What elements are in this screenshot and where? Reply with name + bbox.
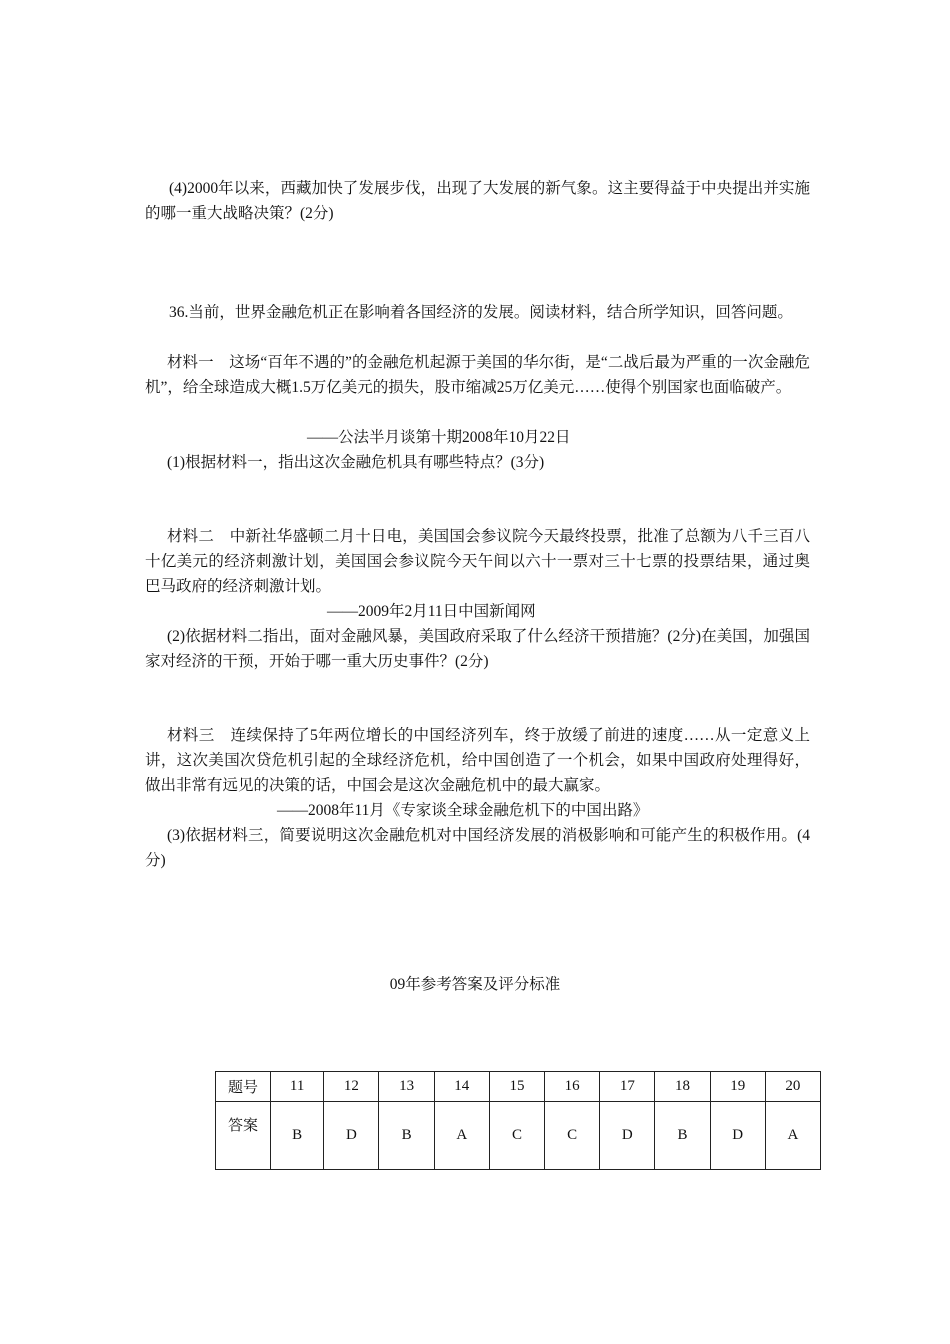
- question-36-part-3: (3)依据材料三，简要说明这次金融危机对中国经济发展的消极影响和可能产生的积极作用。(4分): [145, 827, 810, 869]
- answer-cell: A: [765, 1102, 820, 1170]
- question-number-cell: 14: [434, 1072, 489, 1102]
- question-number-cell: 19: [710, 1072, 765, 1102]
- answer-cell: D: [710, 1102, 765, 1170]
- material-3: 材料三 连续保持了5年两位增长的中国经济列车，终于放缓了前进的速度……从一定意义上讲，这次美国次贷危机引起的全球经济危机，给中国创造了一个机会，如果中国政府处理得好，做出非常有远见的决策的话，中国会是这次金融危机中的最大赢家。: [145, 727, 810, 794]
- answer-key-title: 09年参考答案及评分标准: [389, 976, 561, 993]
- answer-cell: B: [655, 1102, 710, 1170]
- answer-cell: B: [379, 1102, 434, 1170]
- question-number-cell: 20: [765, 1072, 820, 1102]
- answer-cell: D: [324, 1102, 379, 1170]
- answer-cell: D: [600, 1102, 655, 1170]
- question-number-cell: 15: [489, 1072, 544, 1102]
- row-label-answer: 答案: [216, 1102, 271, 1170]
- material-1: 材料一 这场“百年不遇的”的金融危机起源于美国的华尔街，是“二战后最为严重的一次金融危机”，给全球造成大概1.5万亿美元的损失，股市缩减25万亿美元……使得个别国家也面临破产。: [145, 354, 810, 396]
- answer-table: [215, 1071, 821, 1170]
- question-number-cell: 11: [271, 1072, 324, 1102]
- material-2: 材料二 中新社华盛顿二月十日电，美国国会参议院今天最终投票，批准了总额为八千三百八十亿美元的经济刺激计划，美国国会参议院今天午间以六十一票对三十七票的投票结果，通过奥巴马政府的经济刺激计划。: [145, 528, 810, 595]
- row-label-number: 题号: [216, 1072, 271, 1102]
- answer-cell: C: [489, 1102, 544, 1170]
- question-36-intro: 36.当前，世界金融危机正在影响着各国经济的发展。阅读材料，结合所学知识，回答问题。: [169, 304, 793, 321]
- question-number-cell: 17: [600, 1072, 655, 1102]
- answer-table-answer-row: [216, 1102, 821, 1170]
- question-number-cell: 16: [545, 1072, 600, 1102]
- answer-cell: C: [545, 1102, 600, 1170]
- question-35-part-4: (4)2000年以来，西藏加快了发展步伐，出现了大发展的新气象。这主要得益于中央提出并实施的哪一重大战略决策？(2分): [145, 180, 810, 222]
- answer-cell: A: [434, 1102, 489, 1170]
- answer-table-number-row: [216, 1072, 821, 1102]
- question-36-part-1: (1)根据材料一，指出这次金融危机具有哪些特点？(3分): [167, 454, 545, 471]
- question-number-cell: 13: [379, 1072, 434, 1102]
- material-1-source: ——公法半月谈第十期2008年10月22日: [307, 429, 571, 446]
- material-2-source: ——2009年2月11日中国新闻网: [327, 603, 536, 620]
- material-3-source: ——2008年11月《专家谈全球金融危机下的中国出路》: [277, 802, 649, 819]
- question-36-part-2: (2)依据材料二指出，面对金融风暴，美国政府采取了什么经济干预措施？(2分)在美国，加强国家对经济的干预，开始于哪一重大历史事件？(2分): [145, 628, 810, 670]
- question-number-cell: 12: [324, 1072, 379, 1102]
- answer-cell: B: [271, 1102, 324, 1170]
- question-number-cell: 18: [655, 1072, 710, 1102]
